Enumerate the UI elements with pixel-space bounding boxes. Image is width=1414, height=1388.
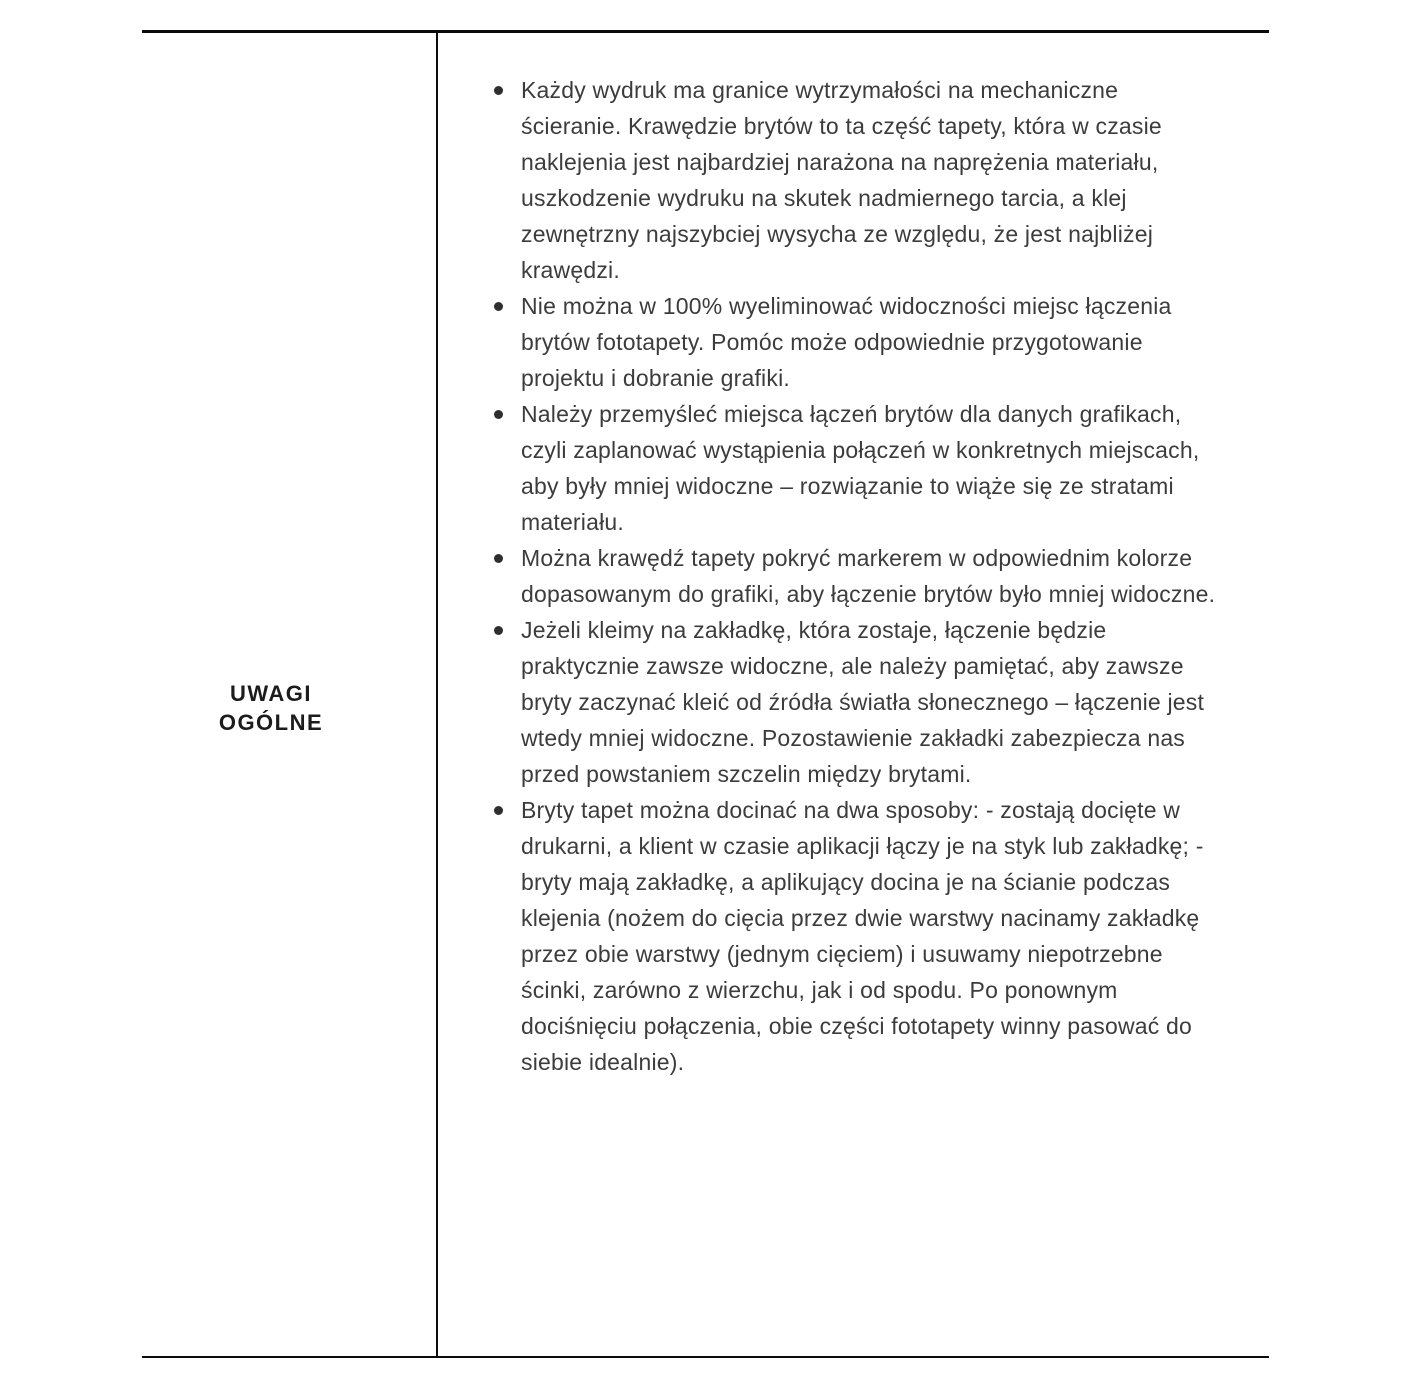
list-item: Należy przemyśleć miejsca łączeń brytów dla danych grafikach, czyli zaplanować wystąpienia połączeń w konkretnych miejscach, aby były mniej widoczne – rozwiązanie to wiąże się ze stratami materiału. [493, 396, 1221, 540]
row-header-cell [142, 33, 438, 1356]
row-header-label [219, 679, 323, 737]
row-header-line-2: OGÓLNE [218, 709, 324, 735]
row-header-line-1: UWAGI [229, 680, 313, 706]
list-item: Można krawędź tapety pokryć markerem w odpowiednim kolorze dopasowanym do grafiki, aby łączenie brytów było mniej widoczne. [493, 540, 1221, 612]
row-content-cell [438, 33, 1269, 1356]
list-item: Każdy wydruk ma granice wytrzymałości na mechaniczne ścieranie. Krawędzie brytów to ta część tapety, która w czasie naklejenia jest najbardziej narażona na naprężenia materiału, uszkodzenie wydruku na skutek nadmiernego tarcia, a klej zewnętrzny najszybciej wysycha ze względu, że jest najbliżej krawędzi. [493, 72, 1221, 288]
bullet-list [493, 72, 1221, 1080]
list-item: Jeżeli kleimy na zakładkę, która zostaje, łączenie będzie praktycznie zawsze widoczne, ale należy pamiętać, aby zawsze bryty zaczynać kleić od źródła światła słonecznego – łączenie jest wtedy mniej widoczne. Pozostawienie zakładki zabezpiecza nas przed powstaniem szczelin między brytami. [493, 612, 1221, 792]
list-item: Bryty tapet można docinać na dwa sposoby: - zostają docięte w drukarni, a klient w czasie aplikacji łączy je na styk lub zakładkę; - bryty mają zakładkę, a aplikujący docina je na ścianie podczas klejenia (nożem do cięcia przez dwie warstwy nacinamy zakładkę przez obie warstwy (jednym cięciem) i usuwamy niepotrzebne ścinki, zarówno z wierzchu, jak i od spodu. Po ponownym dociśnięciu połączenia, obie części fototapety winny pasować do siebie idealnie). [493, 792, 1221, 1080]
table-row [142, 30, 1269, 1358]
list-item: Nie można w 100% wyeliminować widoczności miejsc łączenia brytów fototapety. Pomóc może odpowiednie przygotowanie projektu i dobranie grafiki. [493, 288, 1221, 396]
